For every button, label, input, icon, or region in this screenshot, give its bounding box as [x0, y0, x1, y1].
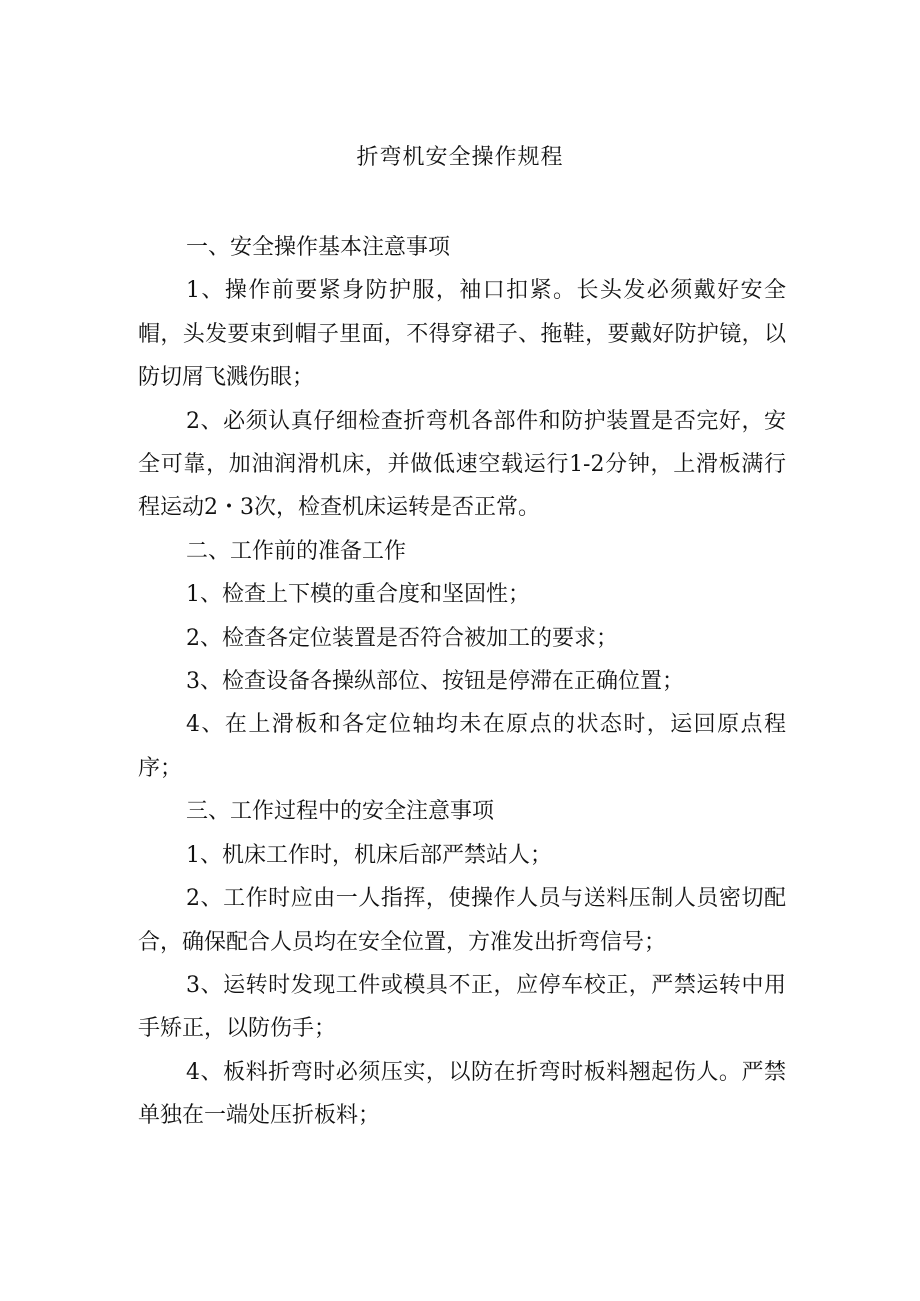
list-item: 2、必须认真仔细检查折弯机各部件和防护装置是否完好，安全可靠，加油润滑机床，并做低速空载运行1-2分钟，上滑板满行程运动2・3次，检查机床运转是否正常。	[138, 408, 786, 521]
list-item: 1、机床工作时，机床后部严禁站人；	[186, 842, 552, 868]
section-heading-1: 一、安全操作基本注意事项	[186, 235, 451, 260]
list-item: 3、运转时发现工件或模具不正，应停车校正，严禁运转中用手矫正，以防伤手；	[138, 972, 786, 1042]
section-heading-2: 二、工作前的准备工作	[186, 538, 407, 564]
section-heading-3: 三、工作过程中的安全注意事项	[186, 799, 495, 825]
list-item: 1、检查上下模的重合度和坚固性；	[186, 582, 530, 608]
list-item: 2、检查各定位装置是否符合被加工的要求；	[186, 625, 618, 651]
document-body	[138, 226, 786, 1138]
list-item: 4、板料折弯时必须压实，以防在折弯时板料翘起伤人。严禁单独在一端处压折板料；	[138, 1059, 786, 1129]
list-item: 4、在上滑板和各定位轴均未在原点的状态时，运回原点程序；	[138, 712, 786, 781]
list-item: 3、检查设备各操纵部位、按钮是停滞在正确位置；	[186, 669, 684, 695]
list-item: 1、操作前要紧身防护服，袖口扣紧。长头发必须戴好安全帽，头发要束到帽子里面，不得穿裙子、拖鞋，要戴好防护镜，以防切屑飞溅伤眼；	[138, 278, 786, 391]
list-item: 2、工作时应由一人指挥，使操作人员与送料压制人员密切配合，确保配合人员均在安全位置，方准发出折弯信号；	[138, 886, 786, 955]
document-title: 折弯机安全操作规程	[356, 145, 564, 170]
